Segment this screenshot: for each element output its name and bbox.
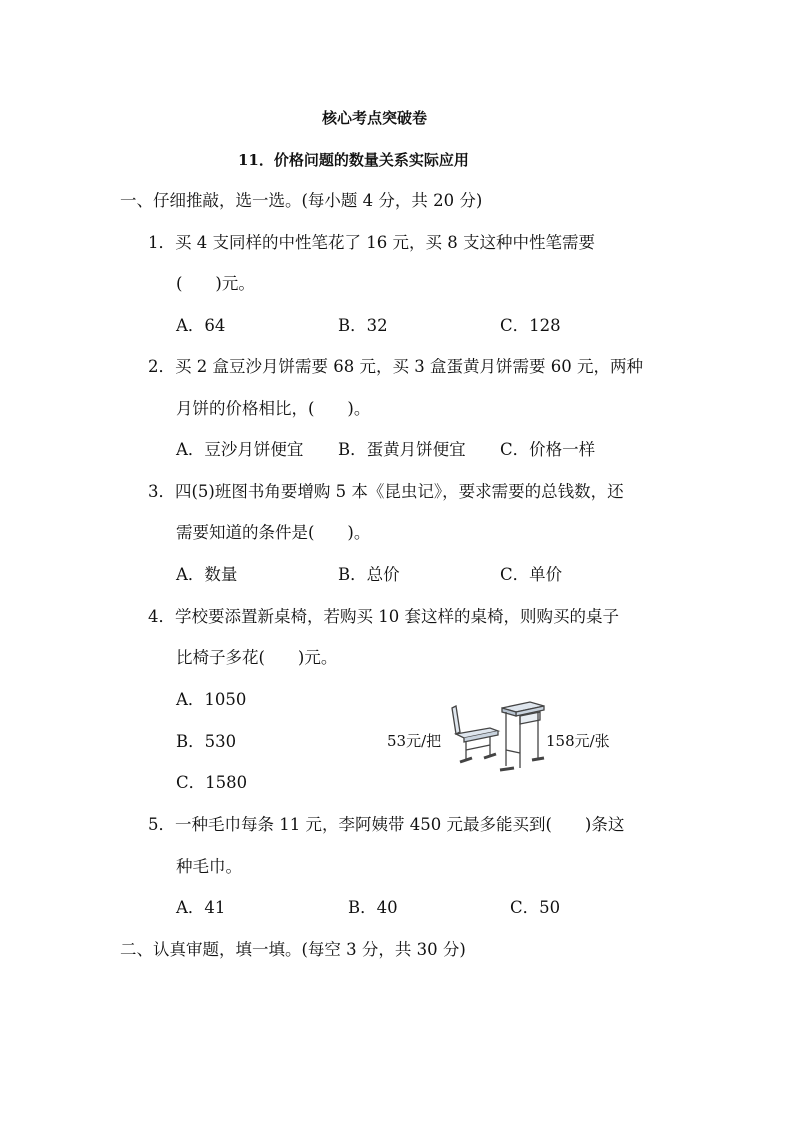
question-text-cont: ( )元。	[176, 274, 255, 293]
desk-chair-illustration	[440, 698, 550, 778]
option-c: C．单价	[500, 565, 563, 584]
desk-price-label: 158元/张	[546, 732, 610, 750]
option-c: C．价格一样	[500, 440, 596, 459]
option-c: C．128	[500, 316, 561, 335]
question-text: 5．一种毛巾每条 11 元，李阿姨带 450 元最多能买到( )条这	[148, 815, 625, 834]
option-b: B．40	[348, 898, 398, 917]
chair-price-label: 53元/把	[387, 732, 442, 750]
question-text: 3．四(5)班图书角要增购 5 本《昆虫记》，要求需要的总钱数，还	[148, 482, 624, 501]
option-a: A．41	[176, 898, 226, 917]
option-b: B．32	[338, 316, 388, 335]
option-a: A．豆沙月饼便宜	[176, 440, 304, 459]
question-text-cont: 比椅子多花( )元。	[176, 648, 338, 667]
option-b: B．蛋黄月饼便宜	[338, 440, 466, 459]
section-1-heading: 一、仔细推敲，选一选。(每小题 4 分，共 20 分)	[120, 191, 483, 210]
desk-icon	[500, 702, 544, 770]
chair-icon	[452, 706, 498, 762]
question-text-cont: 种毛巾。	[176, 857, 242, 876]
option-a: A．数量	[176, 565, 238, 584]
question-text: 1．买 4 支同样的中性笔花了 16 元，买 8 支这种中性笔需要	[148, 233, 595, 252]
option-c: C．1580	[176, 773, 248, 792]
question-text: 4．学校要添置新桌椅，若购买 10 套这样的桌椅，则购买的桌子	[148, 607, 619, 626]
option-b: B．530	[176, 732, 237, 751]
option-b: B．总价	[338, 565, 400, 584]
section-2-heading: 二、认真审题，填一填。(每空 3 分，共 30 分)	[120, 940, 466, 959]
question-text: 2．买 2 盒豆沙月饼需要 68 元，买 3 盒蛋黄月饼需要 60 元，两种	[148, 357, 643, 376]
option-a: A．64	[176, 316, 226, 335]
option-a: A．1050	[176, 690, 247, 709]
page-title: 核心考点突破卷	[322, 109, 428, 127]
question-text-cont: 月饼的价格相比，( )。	[176, 399, 371, 418]
option-c: C．50	[510, 898, 561, 917]
page-subtitle: 11．价格问题的数量关系实际应用	[238, 151, 469, 169]
question-text-cont: 需要知道的条件是( )。	[176, 523, 371, 542]
